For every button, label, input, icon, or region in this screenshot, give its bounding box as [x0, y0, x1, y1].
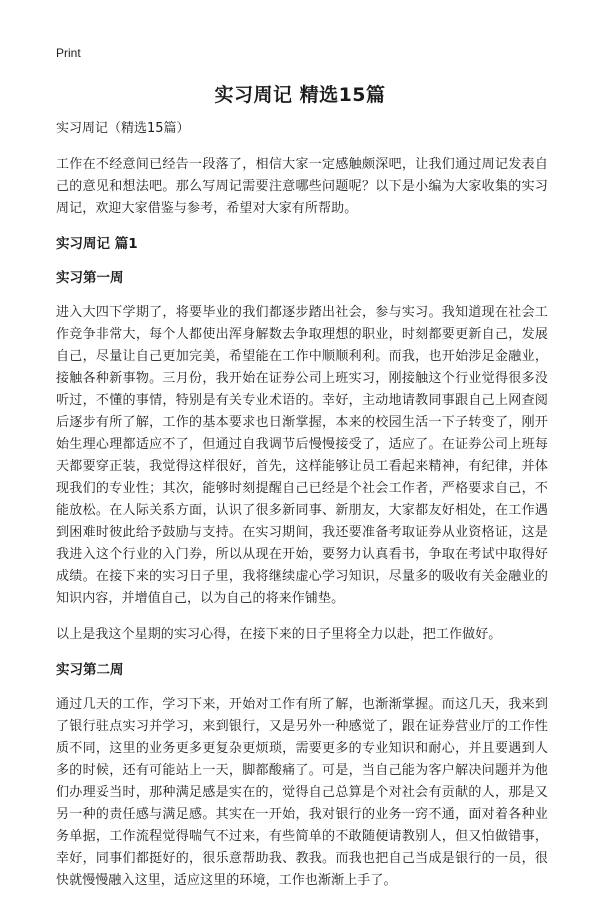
document-body — [56, 120, 548, 906]
print-link[interactable]: Print — [56, 46, 81, 60]
week2-paragraph: 通过几天的工作，学习下来，开始对工作有所了解，也渐渐掌握。而这几天，我来到了银行驻点实习并学习，来到银行，又是另外一种感觉了，跟在证券营业厅的工作性质不同，这里的业务更多更复杂更烦琐，需要更多的专业知识和耐心，并且要遇到人多的时候，还有可能站上一天，脚都酸痛了。可是，当自己能为客户解决问题并为他们办理妥当时，那种满足感是实在的，觉得自己总算是个对社会有贡献的人，那是又另一种的责任感与满足感。其实在一开始，我对银行的业务一窍不通，面对着各种业务单据，工作流程觉得喘气不过来，有些简单的不敢随便请教别人，但又怕做错事，幸好，同事们都挺好的，很乐意帮助我、教我。而我也把自己当成是银行的一员，很快就慢慢融入这里，适应这里的环境，工作也渐渐上手了。 — [56, 697, 548, 888]
page-title: 实习周记 精选15篇 — [214, 84, 386, 106]
intro-paragraph: 工作在不经意间已经告一段落了，相信大家一定感触颇深吧，让我们通过周记发表自己的意见和想法吧。那么写周记需要注意哪些问题呢？以下是小编为大家收集的实习周记，欢迎大家借鉴与参考，希望对大家有所帮助。 — [56, 157, 548, 216]
document-subtitle: 实习周记（精选15篇） — [56, 121, 190, 136]
section-heading: 实习周记 篇1 — [56, 236, 138, 252]
week1-paragraph: 进入大四下学期了，将要毕业的我们都逐步踏出社会，参与实习。我知道现在社会工作竞争非常大，每个人都使出浑身解数去争取理想的职业，时刻都要更新自己，发展自己，尽量让自己更加完美，希望能在工作中顺顺利利。而我，也开始涉足金融业，接触各种新事物。三月份，我开始在证券公司上班实习，刚接触这个行业觉得很多没听过，不懂的事情，特别是有关专业术语的。幸好，主动地请教同事跟自己上网查阅后逐步有所了解，工作的基本要求也日渐掌握，本来的校园生活一下子转变了，刚开始生理心理都适应不了，但通过自我调节后慢慢接受了，适应了。在证券公司上班每天都要穿正装，我觉得这样很好，首先，这样能够让员工看起来精神，有纪律，并体现我们的专业性；其次，能够时刻提醒自己已经是个社会工作者，严格要求自己，不能放松。在人际关系方面，认识了很多新同事、新朋友，大家都友好相处，在工作遇到困难时彼此给予鼓励与支持。在实习期间，我还要准备考取证券从业资格证，这是我进入这个行业的入门券，所以从现在开始，要努力认真看书，争取在考试中取得好成绩。在接下来的实习日子里，我将继续虚心学习知识，尽量多的吸收有关金融业的知识内容，并增值自己，以为自己的将来作铺垫。 — [56, 305, 548, 606]
week1-closing-paragraph: 以上是我这个星期的实习心得，在接下来的日子里将全力以赴，把工作做好。 — [56, 627, 502, 642]
week2-heading: 实习第二周 — [56, 662, 124, 678]
week1-heading: 实习第一周 — [56, 270, 124, 286]
